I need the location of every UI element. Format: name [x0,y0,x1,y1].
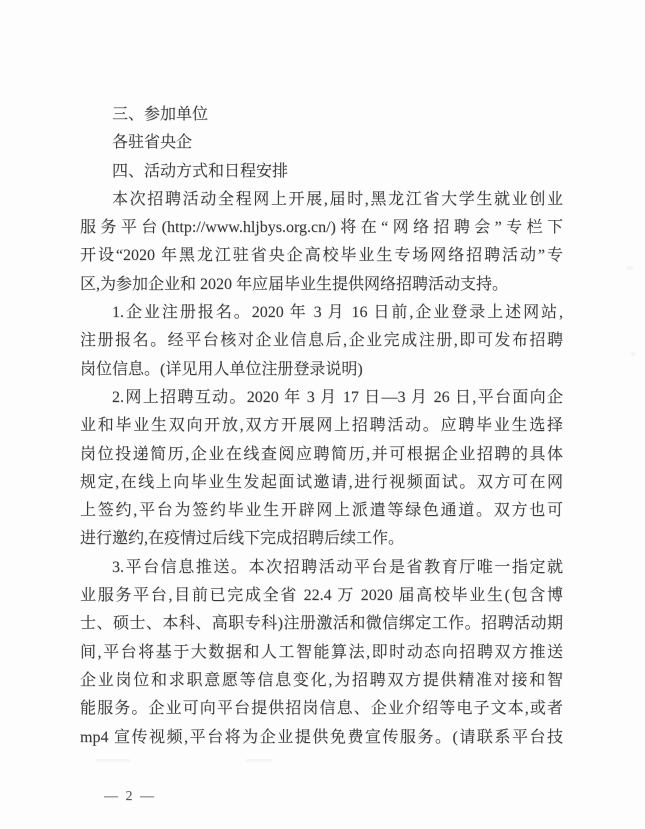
text-line: 士、硕士、本科、高职专科)注册激活和微信绑定工作。招聘活动期 [80,615,563,633]
document-body [80,101,563,752]
text-line: 上签约,平台为签约毕业生开辟网上派遣等绿色通道。双方也可 [80,502,563,520]
text-line: 本次招聘活动全程网上开展,届时,黑龙江省大学生就业创业 [112,190,563,208]
page-number: — 2 — [104,789,156,804]
text-line: 各驻省央企 [112,134,193,152]
text-line: 进行邀约,在疫情过后线下完成招聘后续工作。 [80,530,405,548]
text-line: 2.网上招聘互动。2020 年 3 月 17 日—3 月 26 日,平台面向企 [112,388,563,406]
scan-artifact [630,352,636,356]
scan-artifact [96,759,130,762]
text-line: 企业岗位和求职意愿等信息变化,为招聘双方提供精准对接和智 [80,671,563,689]
scan-artifact [246,759,272,762]
text-line: 3.平台信息推送。本次招聘活动平台是省教育厅唯一指定就 [112,558,563,576]
text-line: mp4 宣传视频,平台将为企业提供免费宣传服务。(请联系平台技 [80,728,563,746]
text-line: 能服务。企业可向平台提供招岗信息、企业介绍等电子文本,或者 [80,700,563,718]
text-line: 岗位信息。(详见用人单位注册登录说明) [80,360,363,378]
text-line: 间,平台将基于大数据和人工智能算法,即时动态向招聘双方推送 [80,643,563,661]
text-line: 开设“2020 年黑龙江驻省央企高校毕业生专场网络招聘活动”专 [80,247,563,265]
text-line: 区,为参加企业和 2020 年应届毕业生提供网络招聘活动支持。 [80,275,509,293]
text-line: 业服务平台,目前已完成全省 22.4 万 2020 届高校毕业生(包含博 [80,587,563,605]
text-line: 四、活动方式和日程安排 [112,162,289,180]
text-line: 岗位投递简历,企业在线查阅应聘简历,并可根据企业招聘的具体 [80,445,563,463]
text-line: 规定,在线上向毕业生发起面试邀请,进行视频面试。双方可在网 [80,473,563,491]
scan-artifact [626,266,634,270]
text-line: 服务平台(http://www.hljbys.org.cn/)将在“网络招聘会”专栏下 [80,219,563,237]
text-line: 三、参加单位 [112,106,209,123]
text-line: 1.企业注册报名。2020 年 3 月 16 日前,企业登录上述网站, [112,304,563,322]
text-line: 业和毕业生双向开放,双方开展网上招聘活动。应聘毕业生选择 [80,417,563,435]
text-line: 注册报名。经平台核对企业信息后,企业完成注册,即可发布招聘 [80,332,563,350]
